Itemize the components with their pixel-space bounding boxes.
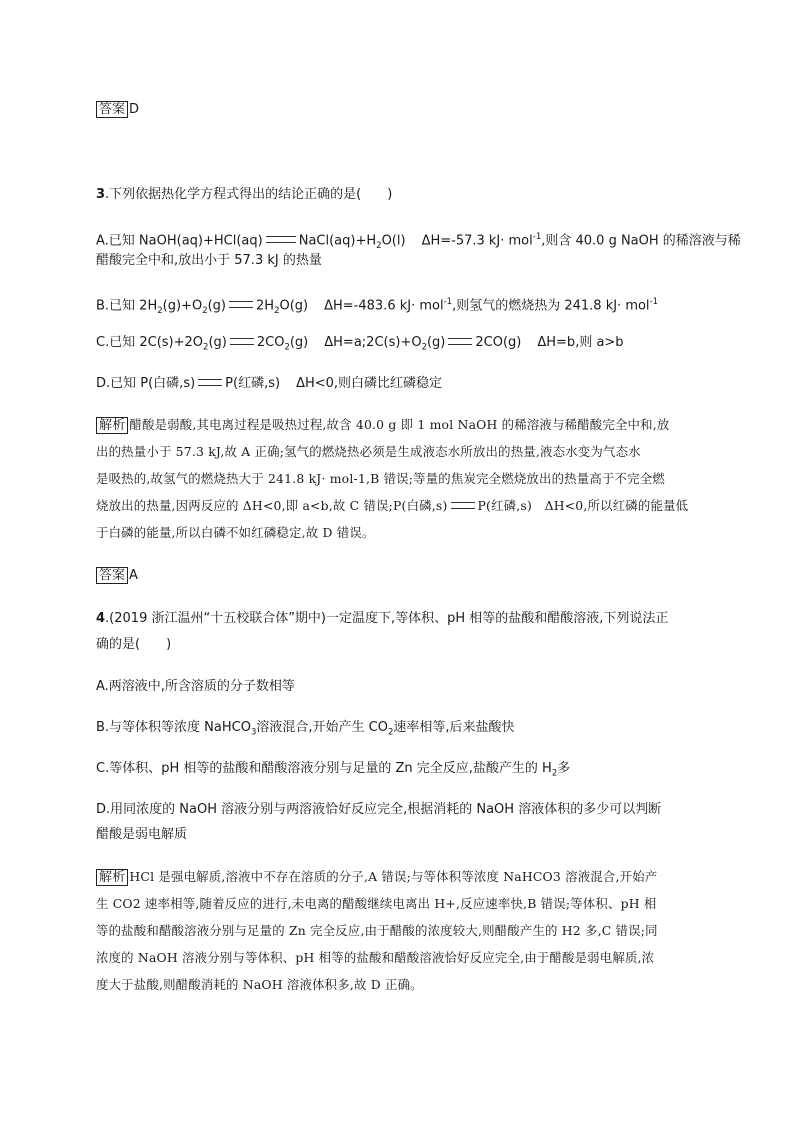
q3-b-part: (g) <box>207 298 227 314</box>
q3-option-a <box>96 228 741 255</box>
q2-answer-line <box>96 101 139 119</box>
q3-a-part: A.已知 NaOH(aq)+HCl(aq) <box>96 233 263 249</box>
q4-b-part: 速率相等,后来盐酸快 <box>393 720 515 735</box>
subscript: 2 <box>421 342 427 353</box>
q3-c-part: (g) <box>426 335 446 350</box>
q3-answer-line <box>96 567 138 585</box>
q4-option-b <box>96 719 515 742</box>
q3-stem-text: .下列依据热化学方程式得出的结论正确的是( ) <box>105 187 393 202</box>
q3-analysis-line: 于白磷的能量,所以白磷不如红磷稳定,故 D 错误。 <box>96 525 375 540</box>
q4-analysis-line: 度大于盐酸,则醋酸消耗的 NaOH 溶液体积多,故 D 正确。 <box>96 977 423 992</box>
q4-analysis-line <box>96 868 657 886</box>
analysis-tag: 解析 <box>96 417 128 434</box>
q3-analysis-line: 出的热量小于 57.3 kJ,故 A 正确;氢气的燃烧热必须是生成液态水所放出的热量,液态水变为气态水 <box>96 444 641 459</box>
subscript: 2 <box>274 305 280 316</box>
q3-c-part: (g) <box>208 335 227 350</box>
q3-b-part: 2H <box>256 298 275 314</box>
q3-b-part: ,则氢气的燃烧热为 241.8 kJ· mol <box>452 298 650 314</box>
subscript: 2 <box>284 342 290 353</box>
q3-a-part: NaCl(aq)+H <box>298 233 377 249</box>
answer-tag: 答案 <box>96 567 128 584</box>
q3-d-part: P(红磷,s) <box>225 376 281 391</box>
subscript: 2 <box>376 240 382 251</box>
q4-analysis-line: 浓度的 NaOH 溶液分别与等体积、pH 相等的盐酸和醋酸溶液恰好反应完全,由于醋酸是弱电解质,浓 <box>96 950 655 965</box>
q4-analysis-line: 等的盐酸和醋酸溶液分别与足量的 Zn 完全反应,由于醋酸的浓度较大,则醋酸产生的 H2 多,C 错误;同 <box>96 923 658 938</box>
analysis-tag: 解析 <box>96 869 128 886</box>
q3-b-part: O(g) <box>279 298 309 314</box>
q4-analysis-line: 生 CO2 速率相等,随着反应的进行,未电离的醋酸继续电离出 H+,反应速率快,B 错误;等体积、pH 相 <box>96 896 657 911</box>
q4-option-d: D.用同浓度的 NaOH 溶液分别与两溶液恰好反应完全,根据消耗的 NaOH 溶液体积的多少可以判断 <box>96 802 662 817</box>
q4-c-part: 多 <box>557 761 571 776</box>
q4-stem-cont: 确的是( ) <box>96 637 172 652</box>
q3-c-part: 2CO(g) <box>475 335 522 350</box>
subscript: 2 <box>157 305 163 316</box>
q3-stem <box>96 186 392 204</box>
q2-answer: D <box>129 102 140 117</box>
analysis-text: P(红磷,s) ΔH<0,所以红磷的能量低 <box>477 498 689 513</box>
q3-analysis-line: 是吸热的,故氢气的燃烧热大于 241.8 kJ· mol-1,B 错误;等量的焦炭完全燃烧放出的热量高于不完全燃 <box>96 471 665 486</box>
q3-b-part: B.已知 2H <box>96 298 158 314</box>
q4-stem-text: .(2019 浙江温州“十五校联合体”期中)一定温度下,等体积、pH 相等的盐酸和醋酸溶液,下列说法正 <box>105 611 669 626</box>
equals-arrow-icon <box>451 502 475 509</box>
q3-a-part: O(l) <box>381 233 406 249</box>
q3-a-part: ΔH=-57.3 kJ· mol <box>421 233 533 249</box>
equals-arrow-icon <box>266 236 296 243</box>
q3-c-part: 2CO <box>256 335 285 350</box>
q3-option-a-cont: 醋酸完全中和,放出小于 57.3 kJ 的热量 <box>96 253 322 268</box>
q3-option-b <box>96 293 658 320</box>
q3-c-part: ΔH=b,则 a>b <box>537 335 624 350</box>
q3-b-part: ΔH=-483.6 kJ· mol <box>324 298 444 314</box>
q3-analysis-line <box>96 416 669 434</box>
equals-arrow-icon <box>229 301 253 308</box>
subscript: 2 <box>203 342 209 353</box>
q3-c-part: ΔH=a;2C(s)+O <box>324 335 422 350</box>
subscript: 2 <box>551 768 558 779</box>
q3-analysis-line <box>96 497 688 515</box>
analysis-text: 醋酸是弱酸,其电离过程是吸热过程,故含 40.0 g 即 1 mol NaOH 的稀溶液与稀醋酸完全中和,放 <box>129 417 670 432</box>
q3-d-part: ΔH<0,则白磷比红磷稳定 <box>296 376 443 391</box>
q3-a-part: ,则含 40.0 g NaOH 的稀溶液与稀 <box>541 233 741 249</box>
q3-c-part: C.已知 2C(s)+2O <box>96 335 204 350</box>
subscript: 2 <box>202 305 208 316</box>
q4-stem <box>96 610 668 628</box>
equals-arrow-icon <box>448 338 472 345</box>
q3-number: 3 <box>96 187 106 202</box>
q3-b-part: (g)+O <box>162 298 203 314</box>
q4-number: 4 <box>96 611 106 626</box>
q4-b-part: B.与等体积等浓度 NaHCO <box>96 720 251 735</box>
analysis-text: HCl 是强电解质,溶液中不存在溶质的分子,A 错误;与等体积等浓度 NaHCO3 溶液混合,开始产 <box>129 869 658 884</box>
equals-arrow-icon <box>198 379 222 386</box>
superscript: -1 <box>532 232 542 242</box>
superscript: -1 <box>649 297 659 307</box>
q3-option-d <box>96 375 442 393</box>
q3-answer: A <box>129 568 138 583</box>
q3-option-c <box>96 334 624 357</box>
equals-arrow-icon <box>230 338 254 345</box>
answer-tag: 答案 <box>96 101 128 118</box>
q4-b-part: 溶液混合,开始产生 CO <box>256 720 388 735</box>
analysis-text: 烧放出的热量,因两反应的 ΔH<0,即 a<b,故 C 错误;P(白磷,s) <box>96 498 448 513</box>
superscript: -1 <box>443 297 453 307</box>
subscript: 2 <box>387 727 394 738</box>
q3-c-part: (g) <box>289 335 309 350</box>
q4-c-part: C.等体积、pH 相等的盐酸和醋酸溶液分别与足量的 Zn 完全反应,盐酸产生的 H <box>96 761 552 776</box>
subscript: 3 <box>250 727 257 738</box>
q4-option-c <box>96 760 570 783</box>
q4-option-d-cont: 醋酸是弱电解质 <box>96 827 188 842</box>
q4-option-a: A.两溶液中,所含溶质的分子数相等 <box>96 679 295 694</box>
q3-d-part: D.已知 P(白磷,s) <box>96 376 196 391</box>
